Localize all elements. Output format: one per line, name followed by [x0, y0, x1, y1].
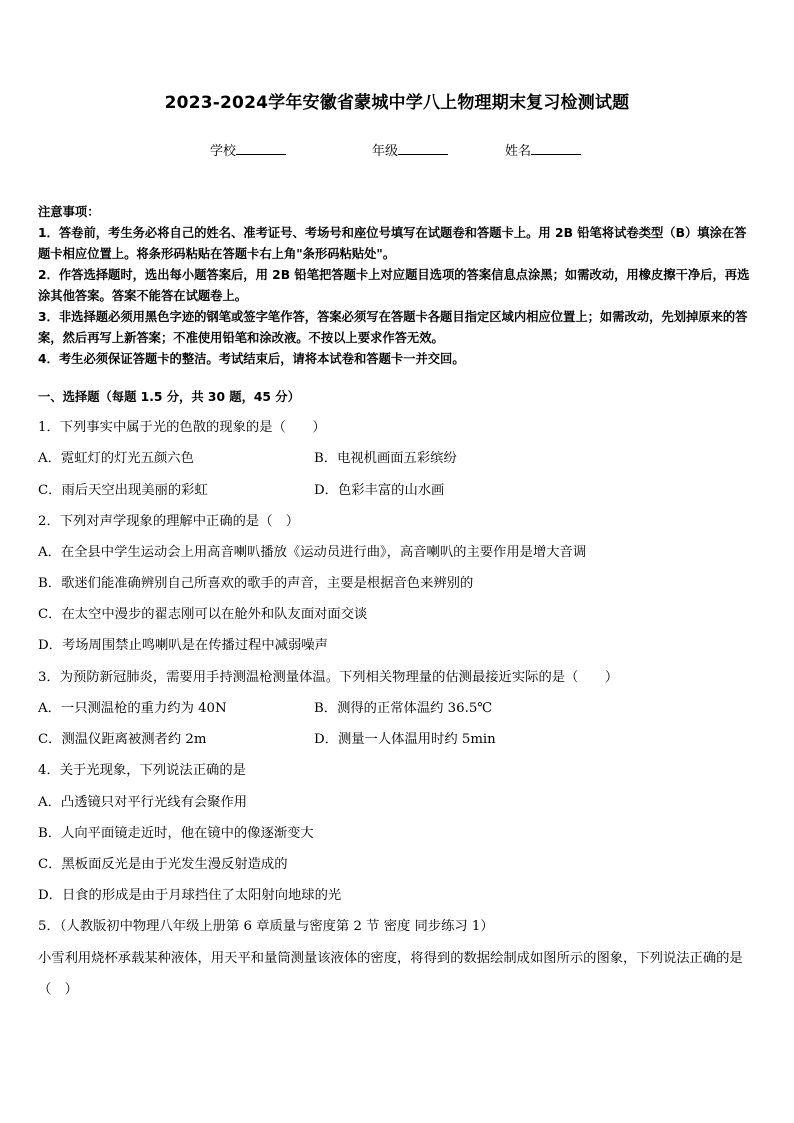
note-item: 3．非选择题必须用黑色字迹的钢笔或签字笔作答，答案必须写在答题卡各题目指定区域内相应位置上；如需改动，先划掉原来的答案，然后再写上新答案；不准使用铅笔和涂改液。不按以上要求作答无效。 [38, 310, 748, 345]
school-blank [236, 141, 286, 155]
question-stem: 3．为预防新冠肺炎，需要用手持测温枪测量体温。下列相关物理量的估测最接近实际的是（ ） [38, 670, 619, 685]
option-b: B．电视机画面五彩缤纷 [314, 451, 457, 466]
option-b: B．测得的正常体温约 36.5℃ [314, 701, 493, 716]
option-c: C．在太空中漫步的翟志刚可以在舱外和队友面对面交谈 [38, 607, 368, 622]
student-info-row [0, 140, 794, 160]
question-stem: 1．下列事实中属于光的色散的现象的是（ ） [38, 420, 326, 435]
name-field [505, 140, 581, 159]
note-item: 4．考生必须保证答题卡的整洁。考试结束后，请将本试卷和答题卡一并交回。 [38, 352, 465, 366]
option-a: A．霓虹灯的灯光五颜六色 [38, 451, 194, 466]
notes-heading: 注意事项： [38, 205, 100, 219]
question-stem: 4．关于光现象，下列说法正确的是 [38, 763, 246, 778]
page-title: 2023-2024学年安徽省蒙城中学八上物理期末复习检测试题 [164, 93, 630, 113]
note-item: 2．作答选择题时，选出每小题答案后，用 2B 铅笔把答题卡上对应题目选项的答案信息点涂黑；如需改动，用橡皮擦干净后，再选涂其他答案。答案不能答在试题卷上。 [38, 268, 750, 303]
option-b: B．歌迷们能准确辨别自己所喜欢的歌手的声音，主要是根据音色来辨别的 [38, 576, 474, 591]
name-label: 姓名 [505, 144, 532, 159]
question-stem: 2．下列对声学现象的理解中正确的是（ ） [38, 514, 300, 529]
option-d: D．测量一人体温用时约 5min [314, 732, 496, 747]
option-c: C．雨后天空出现美丽的彩虹 [38, 483, 208, 498]
option-d: D．日食的形成是由于月球挡住了太阳射向地球的光 [38, 888, 342, 903]
question-stem: 5．（人教版初中物理八年级上册第 6 章质量与密度第 2 节 密度 同步练习 1） [38, 919, 494, 934]
question-paragraph: 小雪利用烧杯承载某种液体，用天平和量筒测量该液体的密度，将得到的数据绘制成如图所示的图象，下列说法正确的是（ ） [38, 951, 743, 997]
option-b: B．人向平面镜走近时，他在镜中的像逐渐变大 [38, 826, 314, 841]
option-d: D．考场周围禁止鸣喇叭是在传播过程中减弱噪声 [38, 638, 328, 653]
option-d: D．色彩丰富的山水画 [314, 483, 445, 498]
option-a: A．在全县中学生运动会上用高音喇叭播放《运动员进行曲》，高音喇叭的主要作用是增大音调 [38, 545, 587, 560]
option-c: C．测温仪距离被测者约 2m [38, 732, 207, 747]
option-c: C．黑板面反光是由于光发生漫反射造成的 [38, 857, 288, 872]
option-a: A．一只测温枪的重力约为 40N [38, 701, 227, 716]
note-item: 1．答卷前，考生务必将自己的姓名、准考证号、考场号和座位号填写在试题卷和答题卡上。用 2B 铅笔将试卷类型（B）填涂在答题卡相应位置上。将条形码粘贴在答题卡右上角"条形码粘贴处"。 [38, 226, 747, 261]
grade-field [372, 140, 448, 159]
section-heading: 一、选择题（每题 1.5 分，共 30 题，45 分） [38, 390, 300, 404]
notes-block [38, 202, 758, 370]
option-a: A．凸透镜只对平行光线有会聚作用 [38, 795, 248, 810]
school-field [210, 140, 286, 159]
school-label: 学校 [210, 144, 237, 159]
name-blank [531, 141, 581, 155]
question-text [38, 943, 758, 1005]
grade-label: 年级 [372, 144, 399, 159]
grade-blank [398, 141, 448, 155]
